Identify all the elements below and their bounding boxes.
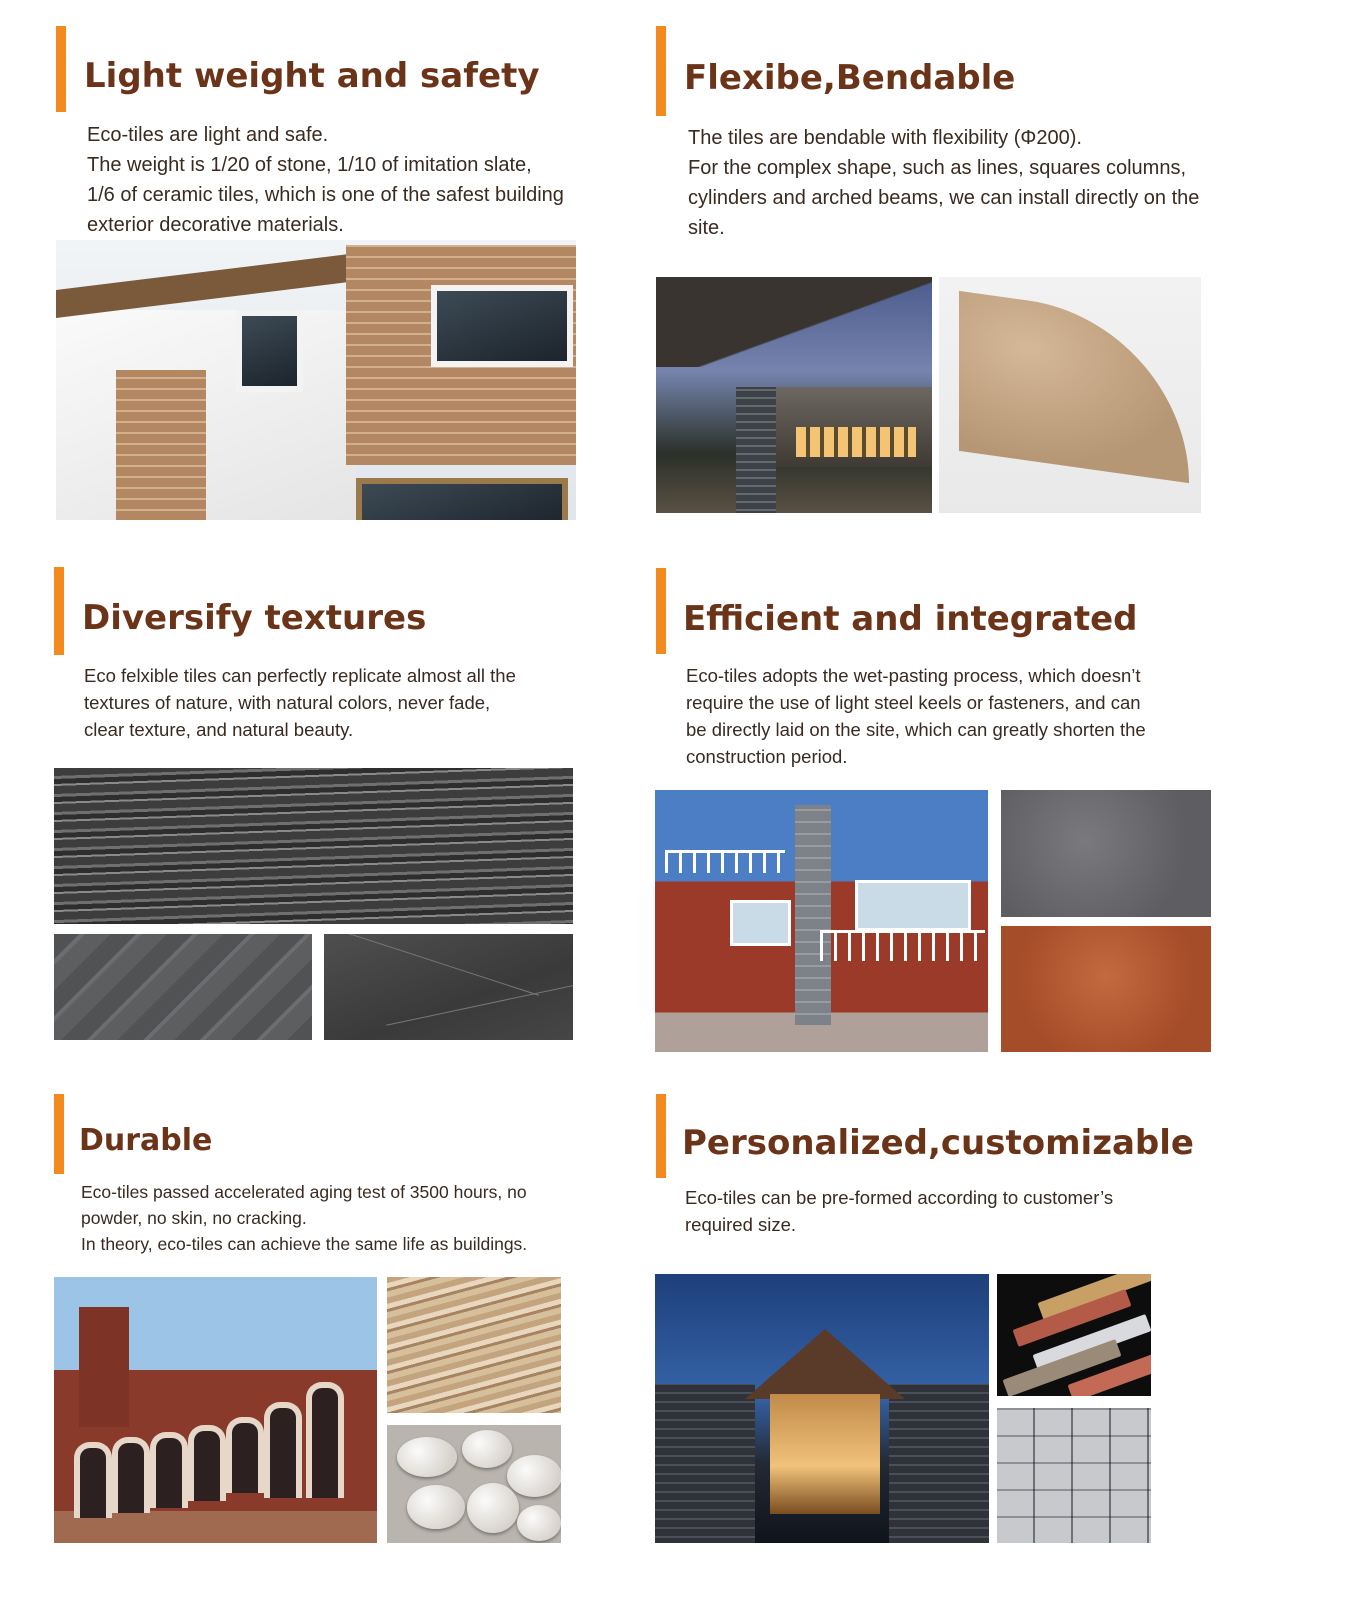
text-line: textures of nature, with natural colors, never fade,: [84, 692, 491, 713]
section-text-customizable: [685, 1184, 1113, 1238]
photo-mushroom-stone-tiles: [997, 1408, 1151, 1543]
accent-bar: [656, 1094, 666, 1178]
photo-terracotta-texture: [1001, 926, 1211, 1052]
text-line: exterior decorative materials.: [87, 214, 344, 236]
text-line: required size.: [685, 1214, 797, 1235]
text-line: construction period.: [686, 746, 848, 767]
accent-bar: [56, 26, 66, 112]
text-line: site.: [688, 217, 725, 239]
section-text-efficient: [686, 662, 1146, 770]
text-line: The weight is 1/20 of stone, 1/10 of imitation slate,: [87, 154, 532, 176]
text-line: 1/6 of ceramic tiles, which is one of the safest building: [87, 184, 564, 206]
section-title-durable: Durable: [79, 1123, 213, 1158]
photo-arched-brick-building: [54, 1277, 377, 1543]
section-text-textures: [84, 662, 516, 743]
accent-bar: [54, 1094, 64, 1174]
photo-pebble-texture: [387, 1425, 561, 1543]
photo-layered-slate-texture: [54, 768, 573, 924]
section-title-customizable: Personalized,customizable: [682, 1123, 1194, 1163]
text-line: For the complex shape, such as lines, squares columns,: [688, 157, 1187, 179]
text-line: Eco-tiles passed accelerated aging test of 3500 hours, no: [81, 1182, 527, 1202]
section-text-durable: [81, 1179, 527, 1257]
section-title-efficient: Efficient and integrated: [683, 599, 1138, 639]
accent-bar: [54, 567, 64, 655]
text-line: cylinders and arched beams, we can install directly on the: [688, 187, 1200, 209]
photo-grey-stone-texture: [1001, 790, 1211, 917]
section-text-light-weight: [87, 120, 564, 240]
accent-bar: [656, 568, 666, 654]
photo-red-building-with-tower: [655, 790, 988, 1052]
photo-modern-house-brick-cladding: [56, 240, 576, 520]
text-line: Eco-tiles adopts the wet-pasting process, which doesn’t: [686, 665, 1141, 686]
text-line: clear texture, and natural beauty.: [84, 719, 354, 740]
photo-lit-pavilion-dusk: [655, 1274, 989, 1543]
photo-assorted-brick-tiles: [997, 1274, 1151, 1396]
text-line: Eco-tiles can be pre-formed according to customer’s: [685, 1187, 1114, 1208]
text-line: Eco felxible tiles can perfectly replicate almost all the: [84, 665, 516, 686]
photo-resort-building-dusk: [656, 277, 932, 513]
text-line: In theory, eco-tiles can achieve the same life as buildings.: [81, 1234, 528, 1254]
photo-bent-flexible-tile: [939, 277, 1201, 513]
text-line: be directly laid on the site, which can greatly shorten the: [686, 719, 1146, 740]
section-text-flexible: [688, 123, 1199, 243]
photo-grey-wrinkled-texture: [54, 934, 312, 1040]
text-line: require the use of light steel keels or fasteners, and can: [686, 692, 1141, 713]
section-title-textures: Diversify textures: [82, 598, 427, 638]
photo-sandstone-texture: [387, 1277, 561, 1413]
photo-dark-cracked-texture: [324, 934, 573, 1040]
section-title-light-weight: Light weight and safety: [84, 56, 540, 96]
text-line: powder, no skin, no cracking.: [81, 1208, 307, 1228]
text-line: Eco-tiles are light and safe.: [87, 124, 329, 146]
accent-bar: [656, 26, 666, 116]
text-line: The tiles are bendable with flexibility (Φ200).: [688, 127, 1082, 149]
section-title-flexible: Flexibe,Bendable: [684, 58, 1016, 98]
